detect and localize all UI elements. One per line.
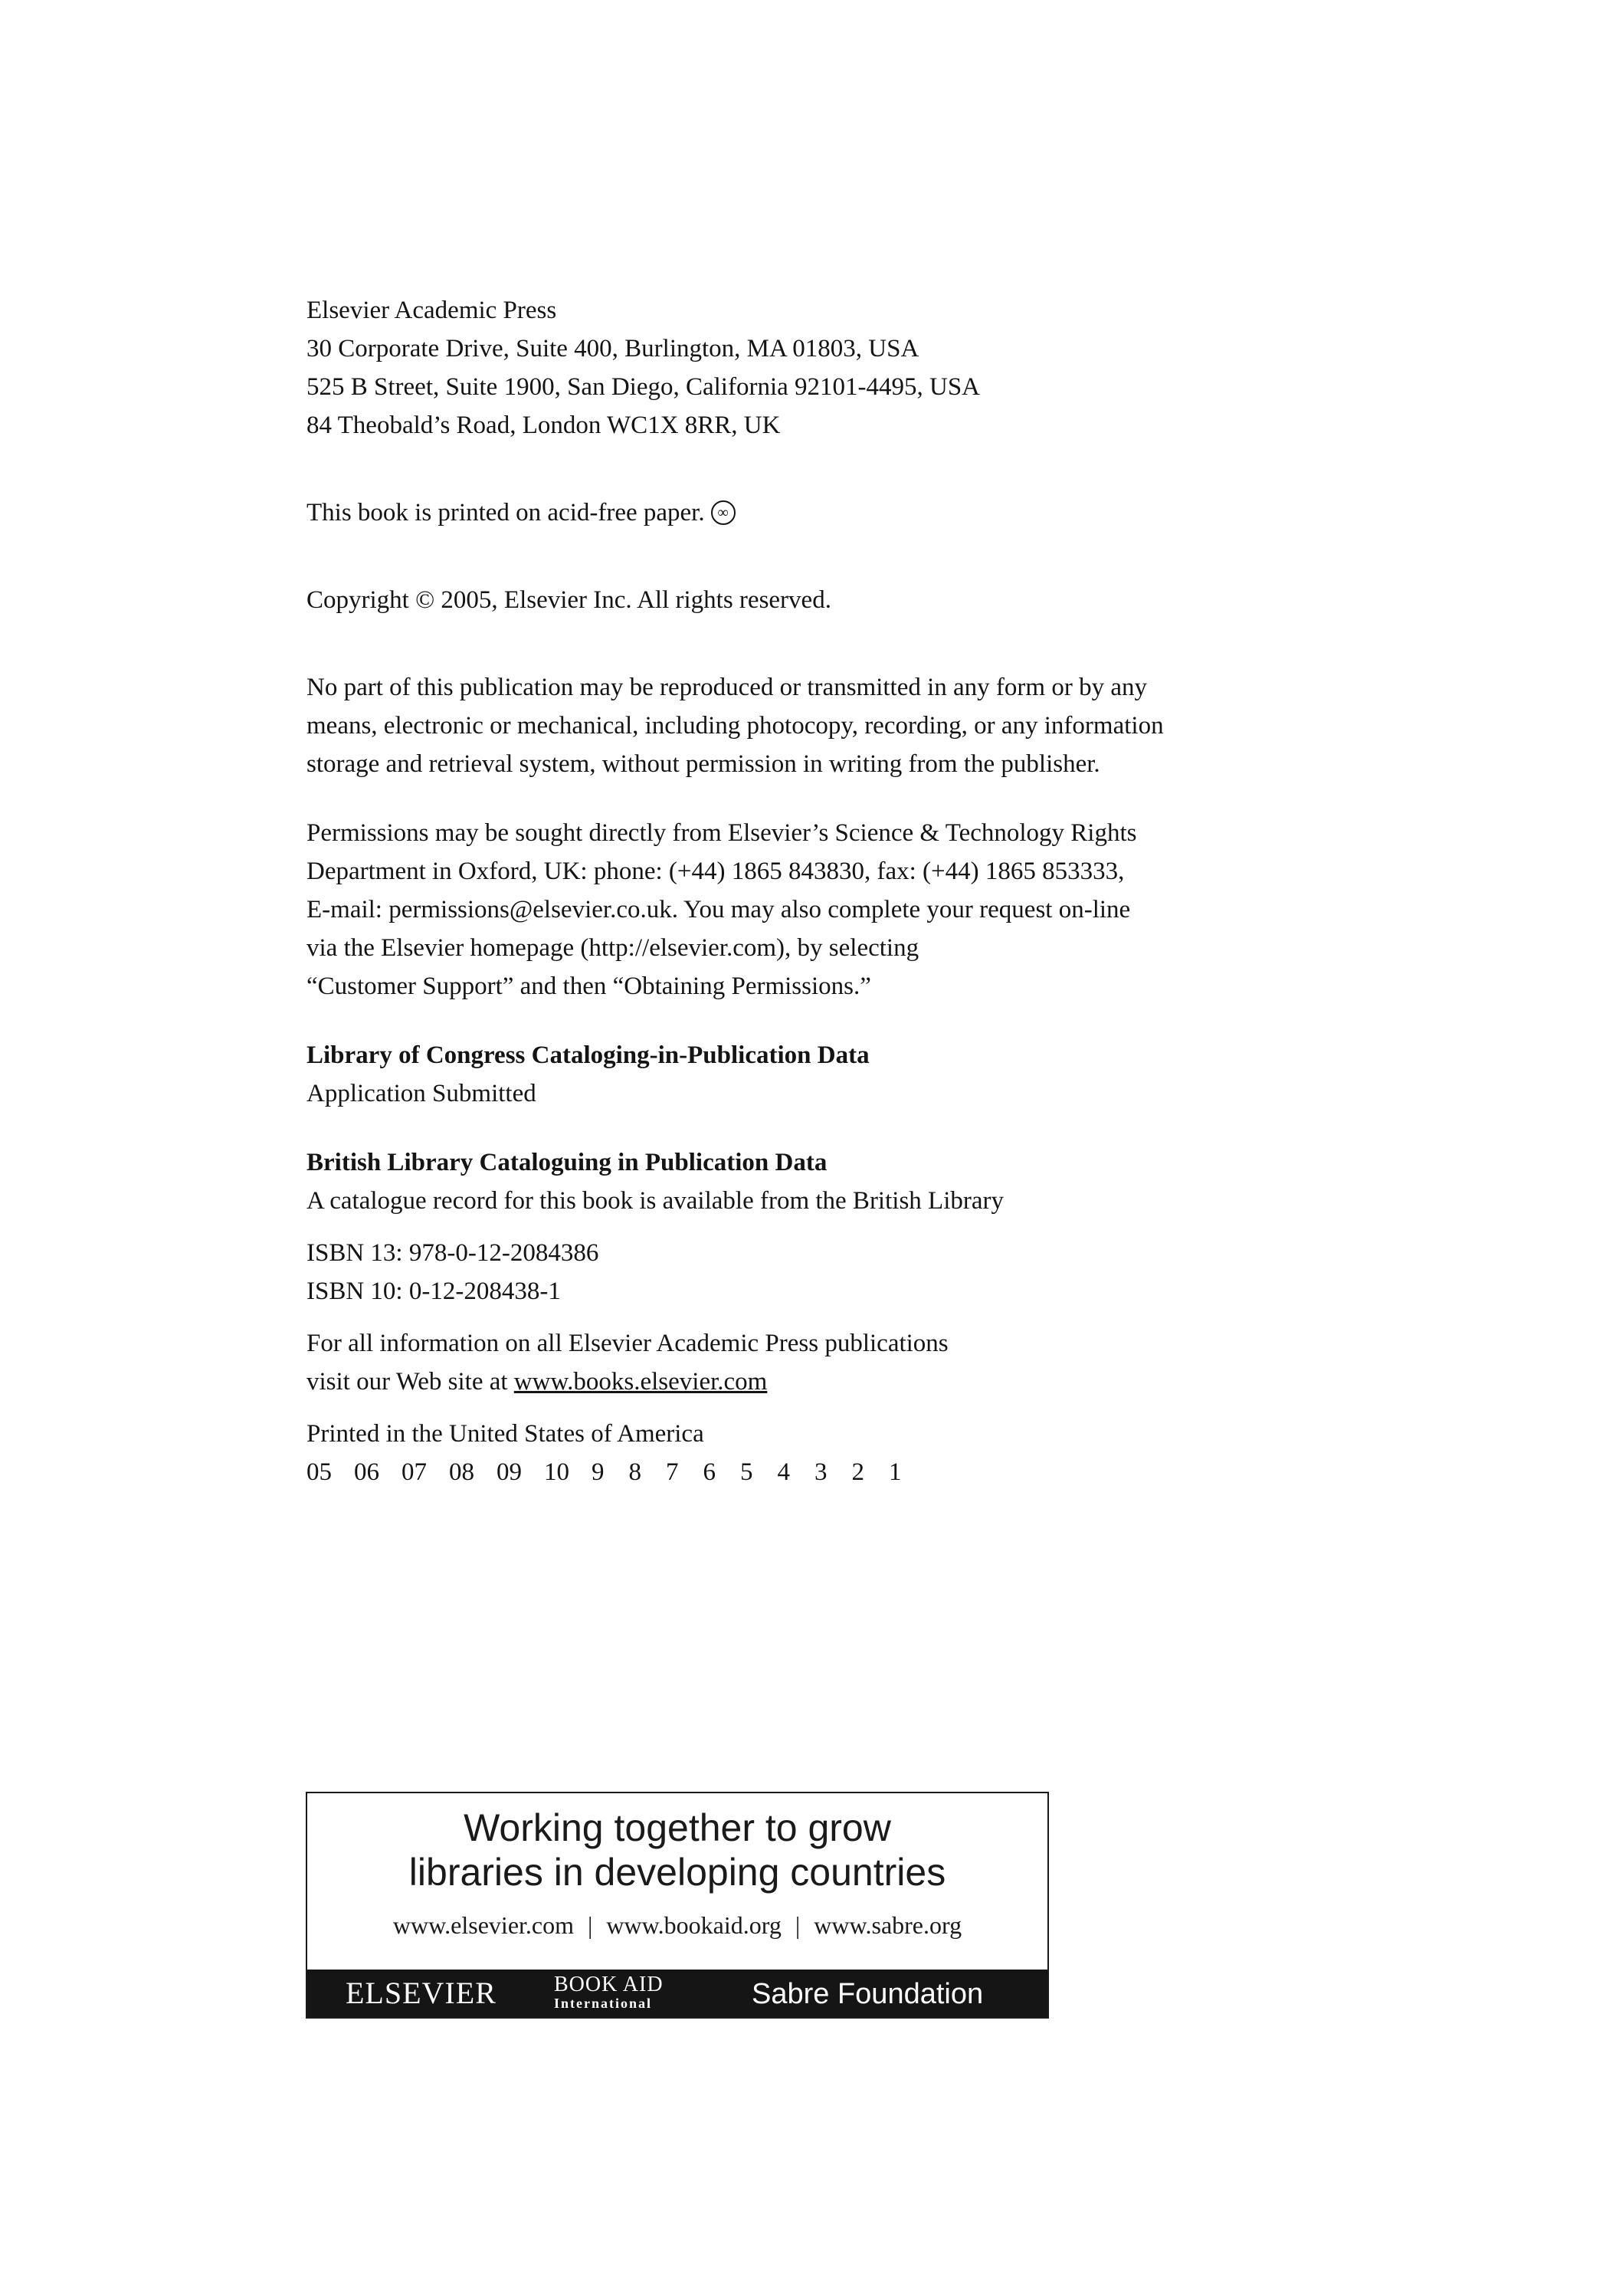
- banner-link-sabre[interactable]: www.sabre.org: [814, 1911, 962, 1939]
- elsevier-logo: ELSEVIER: [346, 1976, 497, 2010]
- book-aid-logo-top: BOOK AID: [554, 1973, 664, 1996]
- banner-logo-bar: [307, 1970, 1047, 2017]
- book-aid-logo: [554, 1974, 664, 2011]
- printer-key-number: 05: [306, 1458, 332, 1486]
- sabre-foundation-logo: Sabre Foundation: [752, 1978, 984, 2010]
- publisher-name: Elsevier Academic Press: [306, 297, 557, 324]
- paragraph-line: via the Elsevier homepage (http://elsevier.com), by selecting: [306, 934, 919, 962]
- address-burlington: 30 Corporate Drive, Suite 400, Burlington, MA 01803, USA: [306, 335, 919, 362]
- banner-title-line: Working together to grow: [464, 1806, 891, 1849]
- printer-key-number: 06: [354, 1458, 379, 1486]
- acid-free-note: [306, 494, 1379, 532]
- printer-key-number: 10: [544, 1458, 569, 1486]
- printer-key-number: 9: [592, 1458, 605, 1486]
- bl-text: A catalogue record for this book is available from the British Library: [306, 1187, 1004, 1215]
- paragraph-line: Department in Oxford, UK: phone: (+44) 1865 843830, fax: (+44) 1865 853333,: [306, 858, 1125, 885]
- printer-key-number: 4: [777, 1458, 790, 1486]
- copyright-page: [306, 291, 1379, 1491]
- paragraph-line: E-mail: permissions@elsevier.co.uk. You may also complete your request on-line: [306, 896, 1131, 923]
- bl-heading: British Library Cataloguing in Publication Data: [306, 1149, 828, 1176]
- banner-title-line: libraries in developing countries: [408, 1851, 946, 1894]
- copyright-notice: [306, 581, 1379, 619]
- banner-separator: |: [588, 1911, 593, 1939]
- acid-free-text: This book is printed on acid-free paper.: [306, 499, 705, 526]
- infinity-icon: ∞: [711, 500, 736, 525]
- loc-heading: Library of Congress Cataloging-in-Publication Data: [306, 1041, 870, 1069]
- isbn-block: [306, 1234, 1379, 1310]
- loc-text: Application Submitted: [306, 1080, 536, 1107]
- info-line: For all information on all Elsevier Academic Press publications: [306, 1330, 949, 1357]
- loc-cataloging: [306, 1036, 1379, 1113]
- printer-key-number: 5: [740, 1458, 753, 1486]
- printer-key-number: 6: [703, 1458, 716, 1486]
- bl-cataloguing: [306, 1143, 1379, 1220]
- info-prefix: visit our Web site at: [306, 1368, 514, 1396]
- website-link[interactable]: www.books.elsevier.com: [513, 1368, 768, 1396]
- isbn-10: ISBN 10: 0-12-208438-1: [306, 1278, 561, 1305]
- printer-key-number: 1: [889, 1458, 902, 1486]
- paragraph-line: storage and retrieval system, without permission in writing from the publisher.: [306, 750, 1100, 778]
- paragraph-line: Permissions may be sought directly from Elsevier’s Science & Technology Rights: [306, 819, 1137, 847]
- reproduction-notice: [306, 668, 1379, 783]
- printing-block: [306, 1415, 1379, 1491]
- printer-key-number: 08: [449, 1458, 474, 1486]
- printer-key-number: 8: [628, 1458, 641, 1486]
- banner-separator: |: [795, 1911, 801, 1939]
- publisher-block: [306, 291, 1379, 444]
- banner-links: [307, 1910, 1047, 1940]
- paragraph-line: No part of this publication may be reproduced or transmitted in any form or by any: [306, 674, 1147, 701]
- copyright-line: Copyright © 2005, Elsevier Inc. All rights reserved.: [306, 586, 831, 614]
- isbn-13: ISBN 13: 978-0-12-2084386: [306, 1239, 599, 1267]
- printer-key-number: 2: [851, 1458, 864, 1486]
- paragraph-line: means, electronic or mechanical, including photocopy, recording, or any information: [306, 712, 1164, 740]
- printer-key-number: 07: [402, 1458, 427, 1486]
- printer-key-number: 7: [666, 1458, 679, 1486]
- banner-link-elsevier[interactable]: www.elsevier.com: [392, 1911, 574, 1939]
- printer-key: [306, 1453, 1379, 1491]
- permissions-notice: [306, 814, 1379, 1005]
- printer-key-number: 3: [814, 1458, 828, 1486]
- address-san-diego: 525 B Street, Suite 1900, San Diego, California 92101-4495, USA: [306, 373, 981, 401]
- info-block: [306, 1324, 1379, 1401]
- printed-in: Printed in the United States of America: [306, 1420, 704, 1448]
- banner-link-bookaid[interactable]: www.bookaid.org: [606, 1911, 782, 1939]
- book-aid-logo-bottom: International: [554, 1996, 653, 2011]
- book-aid-banner: [306, 1792, 1049, 2019]
- printer-key-number: 09: [497, 1458, 522, 1486]
- paragraph-line: “Customer Support” and then “Obtaining Permissions.”: [306, 973, 871, 1000]
- address-london: 84 Theobald’s Road, London WC1X 8RR, UK: [306, 412, 781, 439]
